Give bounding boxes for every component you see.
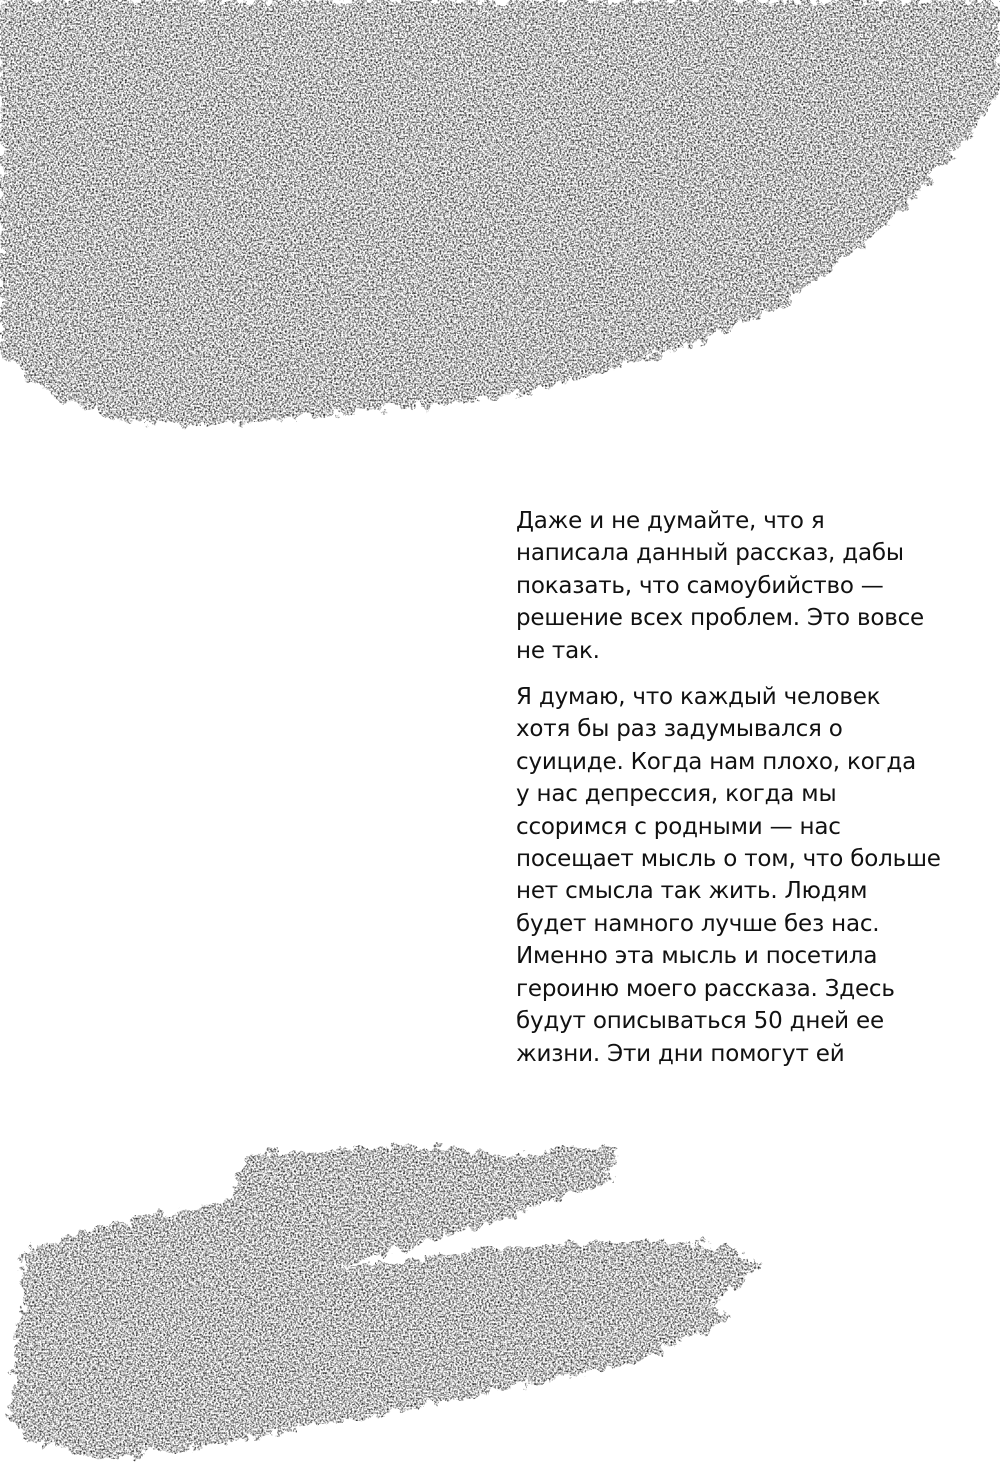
- text-line: показать, что самоубийство —: [516, 572, 884, 599]
- text-line: решение всех проблем. Это вовсе: [516, 605, 925, 632]
- text-line: у нас депрессия, когда мы: [516, 781, 837, 808]
- text-line: написала данный рассказ, дабы: [516, 540, 904, 567]
- text-line: суициде. Когда нам плохо, когда: [516, 748, 917, 775]
- text-line: хотя бы раз задумывался о: [516, 716, 843, 743]
- top-scribble: [0, 0, 1000, 425]
- body-text: [516, 505, 941, 1084]
- text-line: героиню моего рассказа. Здесь: [516, 975, 895, 1002]
- text-line: посещает мысль о том, что больше: [516, 846, 941, 873]
- text-line: не так.: [516, 637, 600, 664]
- bottom-scribble: [10, 1145, 760, 1462]
- text-line: Я думаю, что каждый человек: [516, 684, 881, 711]
- paragraph-2: [516, 681, 941, 1070]
- text-line: будет намного лучше без нас.: [516, 910, 880, 937]
- text-line: будут описываться 50 дней ее: [516, 1008, 884, 1035]
- text-line: жизни. Эти дни помогут ей: [516, 1040, 845, 1067]
- text-line: Даже и не думайте, что я: [516, 508, 825, 534]
- text-line: ссоримся с родными — нас: [516, 813, 841, 840]
- paragraph-1: [516, 505, 926, 667]
- text-line: нет смысла так жить. Людям: [516, 878, 868, 905]
- text-line: Именно эта мысль и посетила: [516, 943, 878, 970]
